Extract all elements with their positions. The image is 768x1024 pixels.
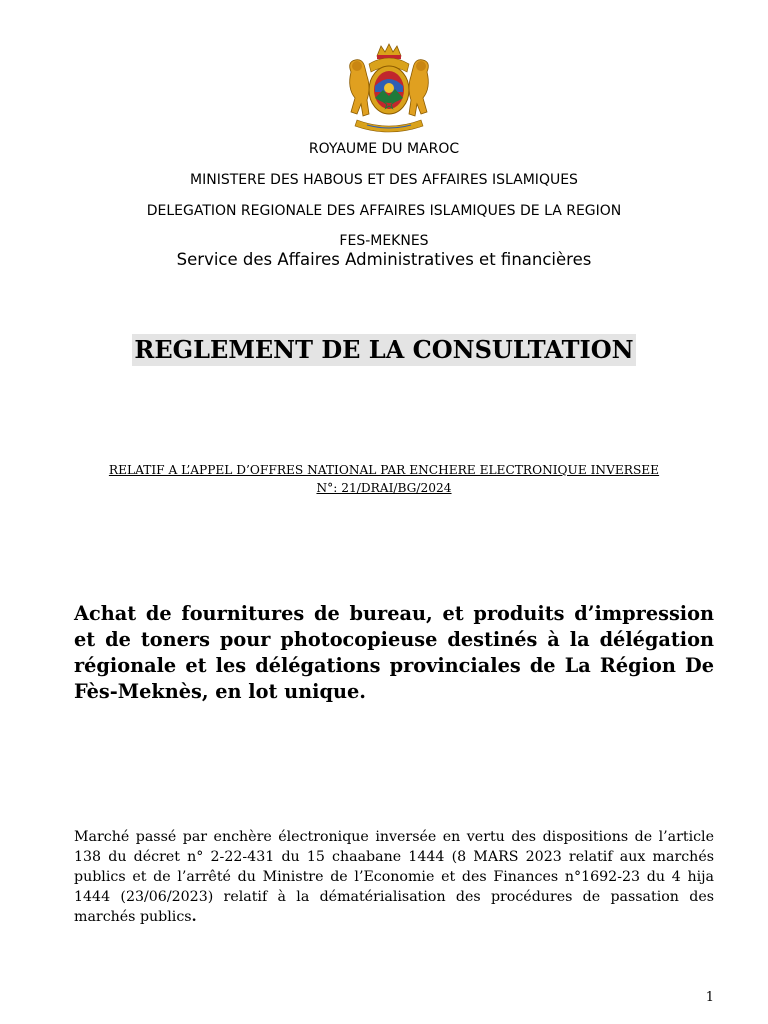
page-number: 1 (705, 990, 714, 1005)
legal-text-end: . (191, 909, 197, 925)
consultation-object: Achat de fournitures de bureau, et produits d’impression et de toners pour photocopieuse destinés à la délégation régionale et les délégations provinciales de La Région De Fès-Meknès, en lot unique. (74, 602, 714, 703)
reference-line: RELATIF A L’APPEL D’OFFRES NATIONAL PAR ENCHERE ELECTRONIQUE INVERSEE (108, 463, 660, 477)
legal-paragraph (74, 827, 714, 927)
header-ministry: MINISTERE DES HABOUS ET DES AFFAIRES ISLAMIQUES (190, 172, 578, 188)
legal-text: Marché passé par enchère électronique inversée en vertu des dispositions de l’article 138 du décret n° 2-22-431 du 15 chaabane 1444 (8 MARS 2023 relatif aux marchés publics et de l’arrêté du Ministre de l’Economie et des Finances n°1692-23 du 4 hija 1444 (23/06/2023) relatif à la dématérialisation des procédures de passation des marchés publics (74, 829, 714, 925)
header-delegation: DELEGATION REGIONALE DES AFFAIRES ISLAMIQUES DE LA REGION (146, 203, 622, 219)
coat-of-arms-icon (341, 42, 437, 134)
document-title: REGLEMENT DE LA CONSULTATION (134, 335, 634, 364)
document-title-wrap (0, 334, 768, 366)
header-country: ROYAUME DU MAROC (308, 141, 460, 157)
reference-number: N°: 21/DRAI/BG/2024 (316, 481, 452, 495)
header-region: FES-MEKNES (339, 233, 429, 249)
header-service: Service des Affaires Administratives et financières (176, 250, 592, 269)
